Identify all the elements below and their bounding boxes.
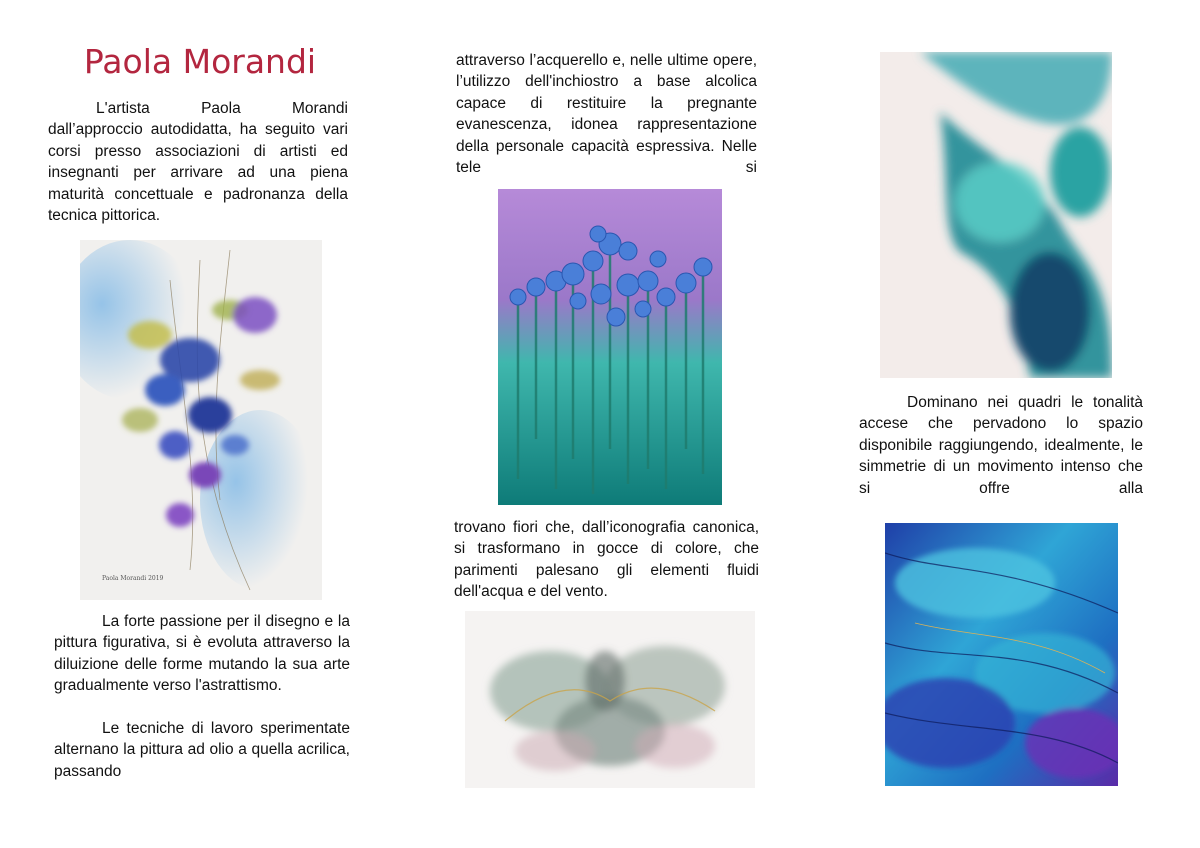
- alcohol-ink-grey-painting: [465, 611, 755, 788]
- techniques-continued-paragraph: attraverso l’acquerello e, nelle ultime opere, l’utilizzo dell'inchiostro a base alcolica capace di restituire la pregnante evanescenza, idonea rappresentazione della personale capacità espressiva. Nelle tele si: [456, 52, 757, 177]
- passion-paragraph: La forte passione per il disegno e la pittura figurativa, si è evoluta attraverso la diluizione delle forme mutando la sua arte gradualmente verso l'astrattismo.: [54, 613, 350, 695]
- watercolor-signature: Paola Morandi 2019: [102, 575, 164, 582]
- teal-fluid-painting: [880, 52, 1112, 378]
- blue-purple-ink-painting: [885, 523, 1118, 786]
- page-title: Paola Morandi: [83, 42, 317, 81]
- tones-paragraph: Dominano nei quadri le tonalità accese che pervadono lo spazio disponibile raggiungendo, idealmente, le simmetrie di un movimento intenso che si offre alla: [859, 394, 1143, 497]
- flowers-paragraph: trovano fiori che, dall’iconografia canonica, si trasformano in gocce di colore, che parimenti palesano gli elementi fluidi dell'acqua e del vento.: [454, 519, 759, 601]
- techniques-paragraph: Le tecniche di lavoro sperimentate alternano la pittura ad olio a quella acrilica, passando: [54, 720, 350, 780]
- watercolor-flowers-painting: [80, 240, 322, 600]
- blue-roses-painting: [498, 189, 722, 505]
- intro-paragraph: L'artista Paola Morandi dall’approccio autodidatta, ha seguito vari corsi presso associazioni di artisti ed insegnanti per arrivare ad una piena maturità concettuale e padronanza della tecnica pittorica.: [48, 100, 348, 225]
